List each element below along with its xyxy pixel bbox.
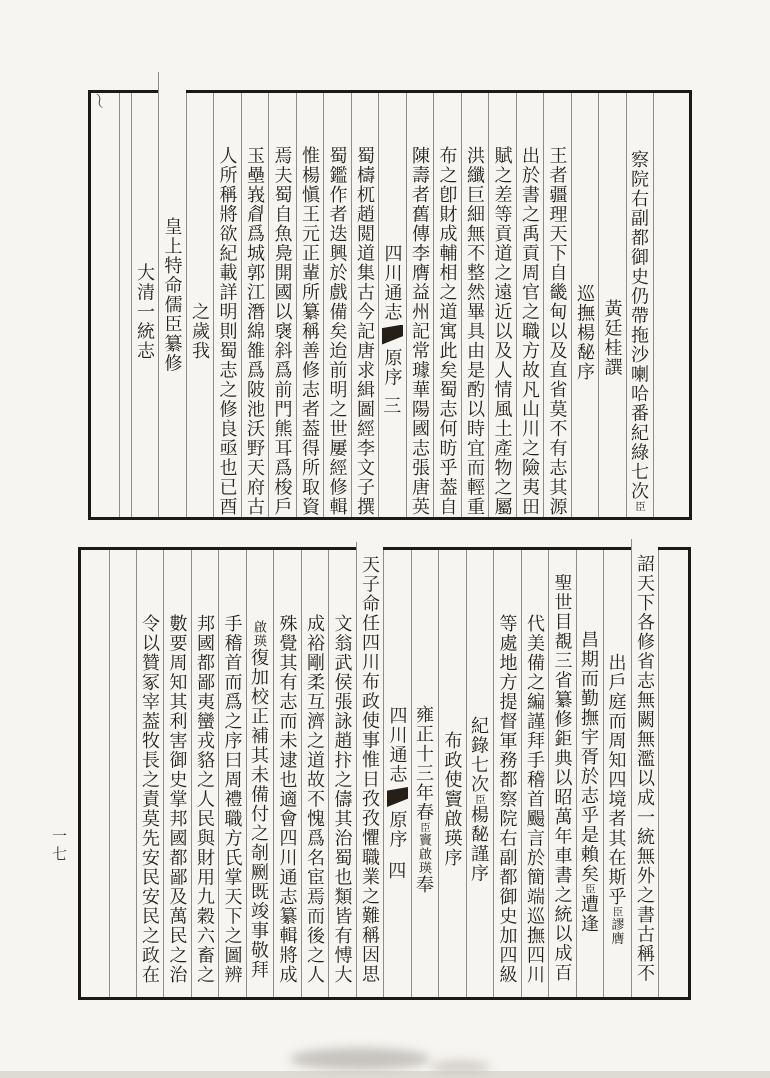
handwritten-mark: 〜 bbox=[86, 90, 111, 113]
column-text: 手稽首而爲之序曰周禮職方氏掌天下之圖辨 bbox=[222, 614, 243, 985]
column-text: 代美備之編謹拜手稽首颺言於簡端巡撫四川 bbox=[525, 614, 545, 985]
column-text: 楊馝謹序 bbox=[469, 805, 489, 883]
text-column bbox=[461, 93, 489, 517]
title-column bbox=[378, 93, 406, 517]
column-text: 蜀檮杌趙閲道集古今記唐求緝圖經李文子撰 bbox=[355, 145, 375, 517]
column-text-small: 謬膺 bbox=[609, 917, 625, 946]
column-text: 聖世目覩三省纂修鉅典以昭萬年車書之統以成百 bbox=[552, 572, 573, 983]
text-column bbox=[186, 93, 214, 517]
text-column bbox=[273, 550, 301, 997]
work-title: 四川通志 bbox=[382, 243, 403, 322]
text-column bbox=[548, 550, 576, 997]
text-column bbox=[268, 93, 296, 517]
column-text: 洪纖巨細無不整然畢具由是酌以時宜而輕重 bbox=[465, 145, 485, 517]
text-column bbox=[516, 93, 544, 517]
section-label: 原序 bbox=[387, 810, 408, 849]
text-column bbox=[493, 550, 521, 997]
text-column bbox=[356, 542, 384, 997]
column-text: 王者疆理天下自畿甸以及直省莫不有志其源 bbox=[547, 145, 568, 517]
column-text-small: 臣 bbox=[584, 883, 595, 895]
scan-edge-artifact bbox=[0, 1071, 770, 1078]
fishtail-mark-icon bbox=[387, 787, 408, 807]
column-text: 殊覺其有志而未逮也適會四川通志纂輯將成 bbox=[277, 614, 298, 985]
column-text: 黃廷桂譔 bbox=[602, 298, 623, 377]
bottom-page-frame bbox=[78, 547, 691, 1000]
column-text: 惟楊愼王元正輩所纂稱善修志者葢得所取資 bbox=[300, 145, 320, 517]
column-text: 奉 bbox=[414, 874, 434, 895]
section-label: 原序 bbox=[382, 347, 403, 387]
text-column bbox=[351, 93, 379, 517]
text-column bbox=[631, 539, 659, 997]
column-text: 詔天下各修省志無闕無濫以成一統無外之書古稱不 bbox=[635, 553, 655, 983]
column-text: 之歲我 bbox=[190, 301, 210, 361]
empty-column bbox=[109, 550, 136, 997]
column-text: 人所稱將欲紀載詳明則蜀志之修良亟也已酉 bbox=[217, 145, 238, 517]
text-column bbox=[301, 550, 329, 997]
column-text: 令以贊冢宰葢牧長之責莫先安民安民之政在 bbox=[140, 614, 160, 985]
text-column bbox=[411, 550, 439, 997]
column-text: 文翁武侯張詠趙抃之儔其治蜀也類皆有愽大 bbox=[332, 614, 353, 985]
text-column bbox=[521, 550, 549, 997]
column-text: 出於書之禹貢周官之職方故凡山川之險夷田 bbox=[520, 145, 540, 517]
text-column bbox=[626, 93, 654, 517]
empty-column bbox=[119, 93, 131, 517]
text-column bbox=[136, 550, 164, 997]
column-text: 成裕剛柔互濟之道故不愧爲名宦焉而後之人 bbox=[305, 614, 325, 985]
column-text: 賦之差等貢道之遠近以及人情風土產物之屬 bbox=[492, 145, 513, 517]
text-column bbox=[213, 93, 241, 517]
text-column bbox=[296, 93, 324, 517]
column-text: 察院右副都御史仍帶拖沙喇哈番紀綠七次 bbox=[629, 150, 649, 501]
scan-artifact bbox=[290, 1048, 430, 1070]
column-text: 陳壽者舊傳李膺益州記常璩華陽國志張唐英 bbox=[410, 145, 430, 517]
work-title: 四川通志 bbox=[387, 706, 408, 784]
leaf-page-number: 四 bbox=[388, 861, 407, 881]
text-column bbox=[163, 550, 191, 997]
text-column bbox=[328, 550, 356, 997]
text-column bbox=[576, 550, 604, 997]
column-text: 布政使竇啟瑛序 bbox=[442, 731, 463, 868]
column-text: 焉夫蜀自魚鳧開國以襃斜爲前門熊耳爲梭戶 bbox=[272, 145, 293, 517]
text-column bbox=[438, 550, 466, 997]
text-column bbox=[543, 93, 571, 517]
column-text-small: 臣 bbox=[419, 821, 430, 833]
column-text: 天子命任四川布政使事惟日孜孜懼職業之難稱因思 bbox=[360, 555, 380, 984]
text-column bbox=[598, 93, 626, 517]
empty-column bbox=[658, 550, 688, 997]
title-column bbox=[383, 550, 411, 997]
text-column bbox=[218, 550, 246, 997]
column-text: 大清一統志 bbox=[135, 263, 155, 361]
column-text: 巡撫楊馝序 bbox=[575, 283, 595, 382]
column-text: 昌期而勤撫宇胥於志乎是賴矣 bbox=[579, 629, 599, 884]
column-text: 布之卽財成輔相之道寓此矣蜀志何昉乎葢自 bbox=[437, 145, 458, 517]
column-text: 玉壘峩睂爲城郭江潛綿雒爲陂池沃野天府古 bbox=[245, 145, 265, 517]
text-column bbox=[158, 72, 186, 517]
fishtail-mark-icon bbox=[382, 325, 403, 345]
column-text-small: 臣 bbox=[634, 501, 645, 512]
column-text: 等處地方提督軍務都察院右副都御史加四級 bbox=[497, 614, 518, 985]
leaf-page-number: 三 bbox=[383, 396, 402, 416]
text-column bbox=[488, 93, 516, 517]
text-column bbox=[571, 93, 599, 517]
column-text: 皇上特命儒臣纂修 bbox=[162, 216, 183, 373]
text-column bbox=[131, 93, 159, 517]
column-text-small: 竇啟瑛 bbox=[417, 832, 432, 875]
column-text: 遭逢 bbox=[579, 894, 599, 934]
column-text: 數要周知其利害御史掌邦國都鄙及萬民之治 bbox=[167, 614, 188, 985]
column-text-small: 臣 bbox=[611, 906, 623, 918]
top-page-frame bbox=[88, 90, 692, 520]
text-column bbox=[433, 93, 461, 517]
text-column bbox=[241, 93, 269, 517]
text-column bbox=[323, 93, 351, 517]
text-column bbox=[406, 93, 434, 517]
text-column bbox=[246, 550, 274, 997]
column-text-small: 啟瑛 bbox=[252, 619, 267, 648]
column-text: 邦國都鄙夷蠻戎貉之人民與財用九穀六畜之 bbox=[195, 614, 215, 985]
column-text: 復加校正補其未備付之剞劂既竣事敬拜 bbox=[249, 647, 269, 980]
text-column bbox=[466, 550, 494, 997]
column-text: 蜀鑑作者迭興於戲備矣迨前明之世屢經修輯 bbox=[327, 145, 348, 517]
text-column bbox=[603, 550, 631, 997]
column-text-small: 臣 bbox=[474, 794, 485, 805]
text-column bbox=[191, 550, 219, 997]
column-text: 紀錄七次 bbox=[469, 716, 489, 794]
empty-column bbox=[653, 93, 689, 517]
folio-number: 一七 bbox=[50, 828, 66, 864]
column-text: 出戶庭而周知四境者其在斯乎 bbox=[606, 653, 627, 907]
column-text: 雍正十三年春 bbox=[414, 704, 434, 822]
